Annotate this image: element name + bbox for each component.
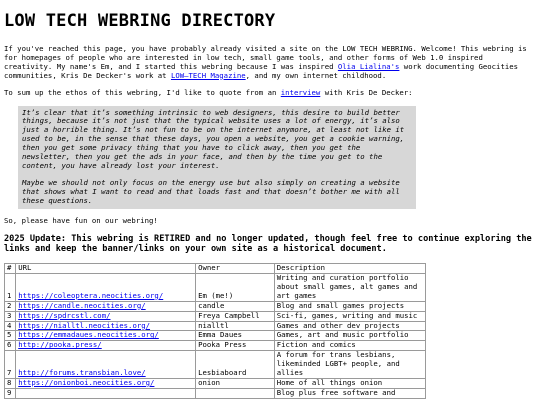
quote-paragraph-1: It’s clear that it’s something intrinsic to web designers, this desire to build better things, because it’s not just that the typical website uses a lot of energy, it’s also just a horrible thing. It’s not fun to be on the internet anymore, at least not like it used to be, in the sense that these days, you open a website, you get a cookie warning, then you get some privacy thing that you have to click away, then you get the newsletter, then you get the ads in your face, and then by the time you get to the content, you have already lost your interest. bbox=[22, 107, 405, 170]
row-owner: Pooka Press bbox=[196, 341, 275, 351]
row-owner: candle bbox=[196, 301, 275, 311]
low-tech-magazine-link[interactable]: LOW—TECH Magazine bbox=[170, 70, 246, 80]
intro-paragraph bbox=[4, 45, 532, 81]
site-link[interactable]: http://forums.transbian.love/ bbox=[18, 368, 146, 378]
header-owner: Owner bbox=[196, 264, 275, 274]
update-notice: 2025 Update: This webring is RETIRED and no longer updated, though feel free to continue exploring the links and keep the banner/links on your own site as a historical document. bbox=[4, 233, 532, 255]
row-owner: Lesbiaboard bbox=[196, 351, 275, 379]
row-number: 8 bbox=[5, 378, 16, 388]
row-url-cell bbox=[16, 331, 196, 341]
row-owner: nialltl bbox=[196, 321, 275, 331]
interview-link[interactable]: interview bbox=[280, 87, 321, 97]
quote-paragraph-2: Maybe we should not only focus on the energy use but also simply on creating a website that shows what I want to read and that loads fast and that doesn’t bother me with all these questions. bbox=[22, 177, 400, 205]
webring-table bbox=[4, 263, 426, 399]
intro-text-2: work documenting Geocities communities, Kris De Decker's work at bbox=[4, 61, 519, 80]
row-description: Fiction and comics bbox=[274, 341, 425, 351]
row-url-cell bbox=[16, 301, 196, 311]
row-url-cell bbox=[16, 388, 196, 398]
blockquote bbox=[18, 106, 416, 209]
site-link[interactable]: https://spdrcstl.com/ bbox=[18, 310, 111, 320]
ethos-text-1: To sum up the ethos of this webring, I'd like to quote from an bbox=[4, 87, 281, 97]
header-description: Description bbox=[274, 264, 425, 274]
ethos-text-2: with Kris De Decker: bbox=[320, 87, 413, 97]
site-link[interactable]: https://onionboi.neocities.org/ bbox=[18, 377, 155, 387]
row-url-cell bbox=[16, 351, 196, 379]
table-row bbox=[5, 388, 426, 398]
table-row bbox=[5, 311, 426, 321]
site-link[interactable]: https://candle.neocities.org/ bbox=[18, 300, 146, 310]
row-number: 7 bbox=[5, 351, 16, 379]
site-link[interactable]: https://coleoptera.neocities.org/ bbox=[18, 290, 164, 300]
row-owner: Em (me!) bbox=[196, 274, 275, 302]
table-row bbox=[5, 274, 426, 302]
intro-text-1: If you've reached this page, you have probably already visited a site on the LOW TECH WEBRING. Welcome! This webring is for homepages of people who are interested in low tech, small game tools, and other forms of Web 1.0 inspired creativity. My name's Em, and I started this webring because I was inspired bbox=[4, 44, 527, 71]
intro-text-3: , and my own internet childhood. bbox=[245, 70, 387, 80]
row-owner bbox=[196, 388, 275, 398]
row-description: A forum for trans lesbians, likeminded LGBT+ people, and allies bbox=[274, 351, 425, 379]
site-link[interactable]: https://emmadaues.neocities.org/ bbox=[18, 330, 159, 340]
row-description: Games and other dev projects bbox=[274, 321, 425, 331]
table-row bbox=[5, 341, 426, 351]
row-owner: Freya Campbell bbox=[196, 311, 275, 321]
row-number: 6 bbox=[5, 341, 16, 351]
row-number: 3 bbox=[5, 311, 16, 321]
olia-lialina-link[interactable]: Olia Lialina's bbox=[337, 61, 400, 71]
row-description: Writing and curation portfolio about small games, alt games and art games bbox=[274, 274, 425, 302]
closing-text: So, please have fun on our webring! bbox=[4, 215, 158, 225]
row-description: Blog and small games projects bbox=[274, 301, 425, 311]
row-owner: onion bbox=[196, 378, 275, 388]
table-row bbox=[5, 378, 426, 388]
table-row bbox=[5, 301, 426, 311]
table-row bbox=[5, 351, 426, 379]
header-number: # bbox=[5, 264, 16, 274]
row-url-cell bbox=[16, 274, 196, 302]
row-url-cell bbox=[16, 341, 196, 351]
page-title: LOW TECH WEBRING DIRECTORY bbox=[4, 11, 276, 31]
site-link[interactable]: https://nialltl.neocities.org/ bbox=[18, 320, 151, 330]
row-number: 1 bbox=[5, 274, 16, 302]
row-number: 4 bbox=[5, 321, 16, 331]
table-row bbox=[5, 331, 426, 341]
table-header-row bbox=[5, 264, 426, 274]
row-description: Home of all things onion bbox=[274, 378, 425, 388]
row-url-cell bbox=[16, 321, 196, 331]
row-url-cell bbox=[16, 378, 196, 388]
header-url: URL bbox=[16, 264, 196, 274]
site-link[interactable]: http://pooka.press/ bbox=[18, 340, 102, 350]
row-number: 9 bbox=[5, 388, 16, 398]
row-number: 5 bbox=[5, 331, 16, 341]
table-row bbox=[5, 321, 426, 331]
row-number: 2 bbox=[5, 301, 16, 311]
row-description: Blog plus free software and bbox=[274, 388, 425, 398]
row-description: Games, art and music portfolio bbox=[274, 331, 425, 341]
row-owner: Emma Daues bbox=[196, 331, 275, 341]
row-url-cell bbox=[16, 311, 196, 321]
ethos-paragraph bbox=[4, 89, 532, 98]
row-description: Sci-fi, games, writing and music bbox=[274, 311, 425, 321]
